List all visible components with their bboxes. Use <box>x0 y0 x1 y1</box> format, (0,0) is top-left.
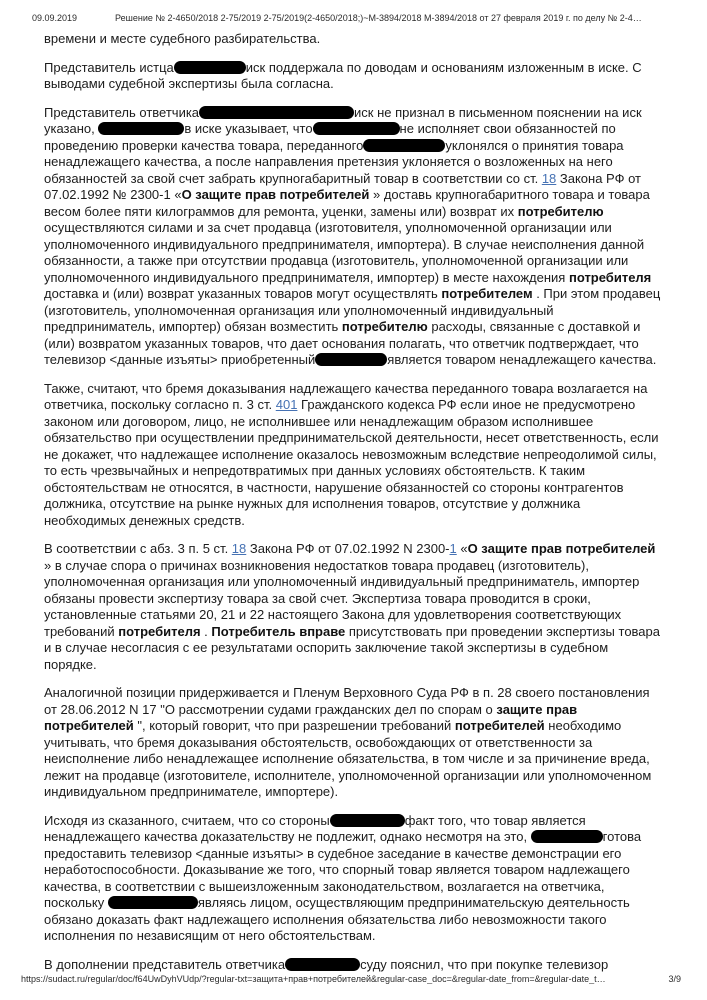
emphasis-text: потребителю <box>341 319 428 334</box>
paragraph <box>44 381 664 530</box>
text-run: является товаром ненадлежащего качества. <box>387 352 657 367</box>
text-run: доставка и (или) возврат указанных товаров могут осуществлять <box>44 286 442 301</box>
text-run: расходы, связанные с доставкой и (или) возвратом указанных товаров, что дает основания полагать, что ответчик подтверждает, что телевизор <данные изъяты> приобретенный <box>44 319 641 367</box>
text-run: необходимо учитывать, что бремя доказывания обстоятельств, освобождающих от ответственности за неисполнение либо ненадлежащее исполнение обязательства, в том числе и за причинение вреда, лежит на продавце (изготовителе, исполнителе, уполномоченной организации или уполномоченном индивидуальном предпринимателе, импортере). <box>44 718 652 799</box>
redaction-bar <box>313 122 400 135</box>
emphasis-text: О защите прав потребителей <box>467 541 656 556</box>
footer-url: https://sudact.ru/regular/doc/f64UwDyhVUdp/?regular-txt=защита+прав+потребителей&regular-case_doc=&regular-date_from=&regular-date_t… <box>21 974 606 984</box>
emphasis-text: потребителя <box>568 269 652 285</box>
text-run: ", который говорит, что при разрешении требований <box>133 718 455 733</box>
text-run: Закона РФ от 07.02.1992 № 2300-1 « <box>44 170 641 202</box>
text-run: Представитель ответчика <box>44 104 200 120</box>
text-run: » доставь крупногабаритного товара и товара весом более пяти килограммов для ремонта, уценки, замены или) возврат их <box>44 187 650 219</box>
redaction-bar <box>531 830 603 843</box>
paragraph <box>44 957 664 974</box>
redaction-bar <box>285 958 360 971</box>
paragraph <box>44 541 664 673</box>
text-run: В соответствии с абз. 3 п. 5 ст. <box>44 541 232 556</box>
emphasis-text: потребителем <box>441 286 533 301</box>
text-run: « <box>456 541 468 556</box>
text-run: Аналогичной позиции придерживается и Пленум Верховного Суда РФ в п. 28 своего постановления от 28.06.2012 N 17 "О рассмотрении судами гражданских дел по спорам о <box>44 685 650 717</box>
text-run: Представитель истца <box>44 59 174 75</box>
header-title: Решение № 2-4650/2018 2-75/2019 2-75/2019(2-4650/2018;)~М-3894/2018 М-3894/2018 от 27 февраля 2019 г. по делу № 2-4… <box>115 13 642 23</box>
emphasis-text: потребителей <box>454 718 545 733</box>
redaction-bar <box>199 106 354 119</box>
paragraph <box>44 105 664 369</box>
text-run: Гражданского кодекса РФ если иное не предусмотрено законом или договором, лицо, не исполнившее или ненадлежащим образом исполнившее обязательство при осуществлении предпринимательской деятельности, несет ответственность, если не докажет, что надлежащее исполнение оказалось невозможным вследствие непреодолимой силы, то есть чрезвычайных и непредотвратимых при данных условиях обстоятельств. К таким обстоятельствам не относятся, в частности, нарушение обязанностей со стороны контрагентов должника, отсутствие на рынке нужных для исполнения товаров, отсутствие у должника необходимых денежных средств. <box>44 397 659 528</box>
text-run: . При этом продавец (изготовитель, уполномоченная организация или уполномоченный индивидуальный предприниматель, импортер) обязан возместить <box>44 286 661 334</box>
page-indicator: 3/9 <box>668 974 681 984</box>
text-run: являясь лицом, осуществляющим предпринимательскую деятельность обязано доказать факт надлежащего исполнения обязательства либо невозможности такого исполнения по независящим от него обстоятельствам. <box>44 895 630 943</box>
statute-link[interactable]: 18 <box>541 170 557 186</box>
text-run: иск не признал в письменном пояснении на иск указано, <box>44 104 642 136</box>
text-run: в иске указывает, что <box>184 121 313 136</box>
document-body <box>44 31 664 985</box>
statute-link[interactable]: 1 <box>449 541 457 556</box>
redaction-bar <box>108 896 198 909</box>
emphasis-text: потребителю <box>517 203 604 219</box>
print-footer <box>21 974 681 984</box>
paragraph <box>44 813 664 945</box>
paragraph <box>44 685 664 801</box>
text-run: В дополнении представитель ответчика <box>44 956 286 972</box>
text-run: Также, считают, что бремя доказывания надлежащего качества переданного товара возлагается на ответчика, поскольку согласно п. 3 ст. <box>44 380 648 412</box>
redaction-bar <box>330 814 405 827</box>
header-date: 09.09.2019 <box>32 13 78 23</box>
text-run: готова предоставить телевизор <данные изъяты> в судебное заседание в качестве демонстрации его неработоспособности. Доказывание же того, что спорный товар является товаром надлежащего качества, в соответствии с вышеизложенным законодательством, возлагается на ответчика, поскольку <box>44 829 642 910</box>
text-run: факт того, что товар является ненадлежащего качества доказательству не подлежит, однако несмотря на это, <box>44 812 586 844</box>
print-header <box>32 13 693 24</box>
redaction-bar <box>98 122 184 135</box>
emphasis-text: потребителя <box>118 623 201 639</box>
redaction-bar <box>174 61 246 74</box>
text-run: времени и месте судебного разбирательства. <box>44 31 321 46</box>
text-run: уклонялся о принятия товара ненадлежащего качества, а после направления претензия уклоняется о возложенных на него обязанностей за свой счет забрать крупногабаритный товар в соответствии со ст. <box>44 137 624 186</box>
text-run: не исполняет свои обязанностей по проведению проверки качества товара, переданного <box>44 121 616 153</box>
emphasis-text: О защите прав потребителей <box>181 187 370 202</box>
text-run: осуществляются силами и за счет продавца (изготовителя, уполномоченной организации или уполномоченного индивидуального предпринимателя, импортера). В случае неисполнения данной обязанности, а также при отсутствии продавца (изготовитель, уполномоченной организации или уполномоченного индивидуального предпринимателя, импортер) в месте нахождения <box>44 220 645 285</box>
text-run: присутствовать при проведении экспертизы товара и в случае несогласия с ее результатами оспорить заключение такой экспертизы в судебном порядке. <box>44 623 660 672</box>
paragraph <box>44 31 664 48</box>
emphasis-text: Потребитель вправе <box>211 623 346 639</box>
text-run: Закона РФ от 07.02.1992 N 2300- <box>246 541 450 556</box>
redaction-bar <box>363 139 445 152</box>
emphasis-text: защите прав потребителей <box>44 701 578 733</box>
text-run: суду пояснил, что при покупке телевизор <box>360 956 609 972</box>
text-run: . <box>200 623 212 639</box>
statute-link[interactable]: 18 <box>231 541 247 556</box>
text-run: иск поддержала по доводам и основаниям изложенным в иске. С выводами судебной экспертизы была согласна. <box>44 59 642 91</box>
paragraph <box>44 60 664 93</box>
text-run: » в случае спора о причинах возникновения недостатков товара продавец (изготовитель), уполномоченная организация или уполномоченный индивидуальный предприниматель, импортер обязаны провести экспертизу товара за свой счет. Экспертиза товара проводится в сроки, установленные статьями 20, 21 и 22 настоящего Закона для удовлетворения соответствующих требований <box>44 557 640 639</box>
statute-link[interactable]: 401 <box>275 397 298 412</box>
redaction-bar <box>315 353 387 366</box>
text-run: Исходя из сказанного, считаем, что со стороны <box>44 812 330 828</box>
